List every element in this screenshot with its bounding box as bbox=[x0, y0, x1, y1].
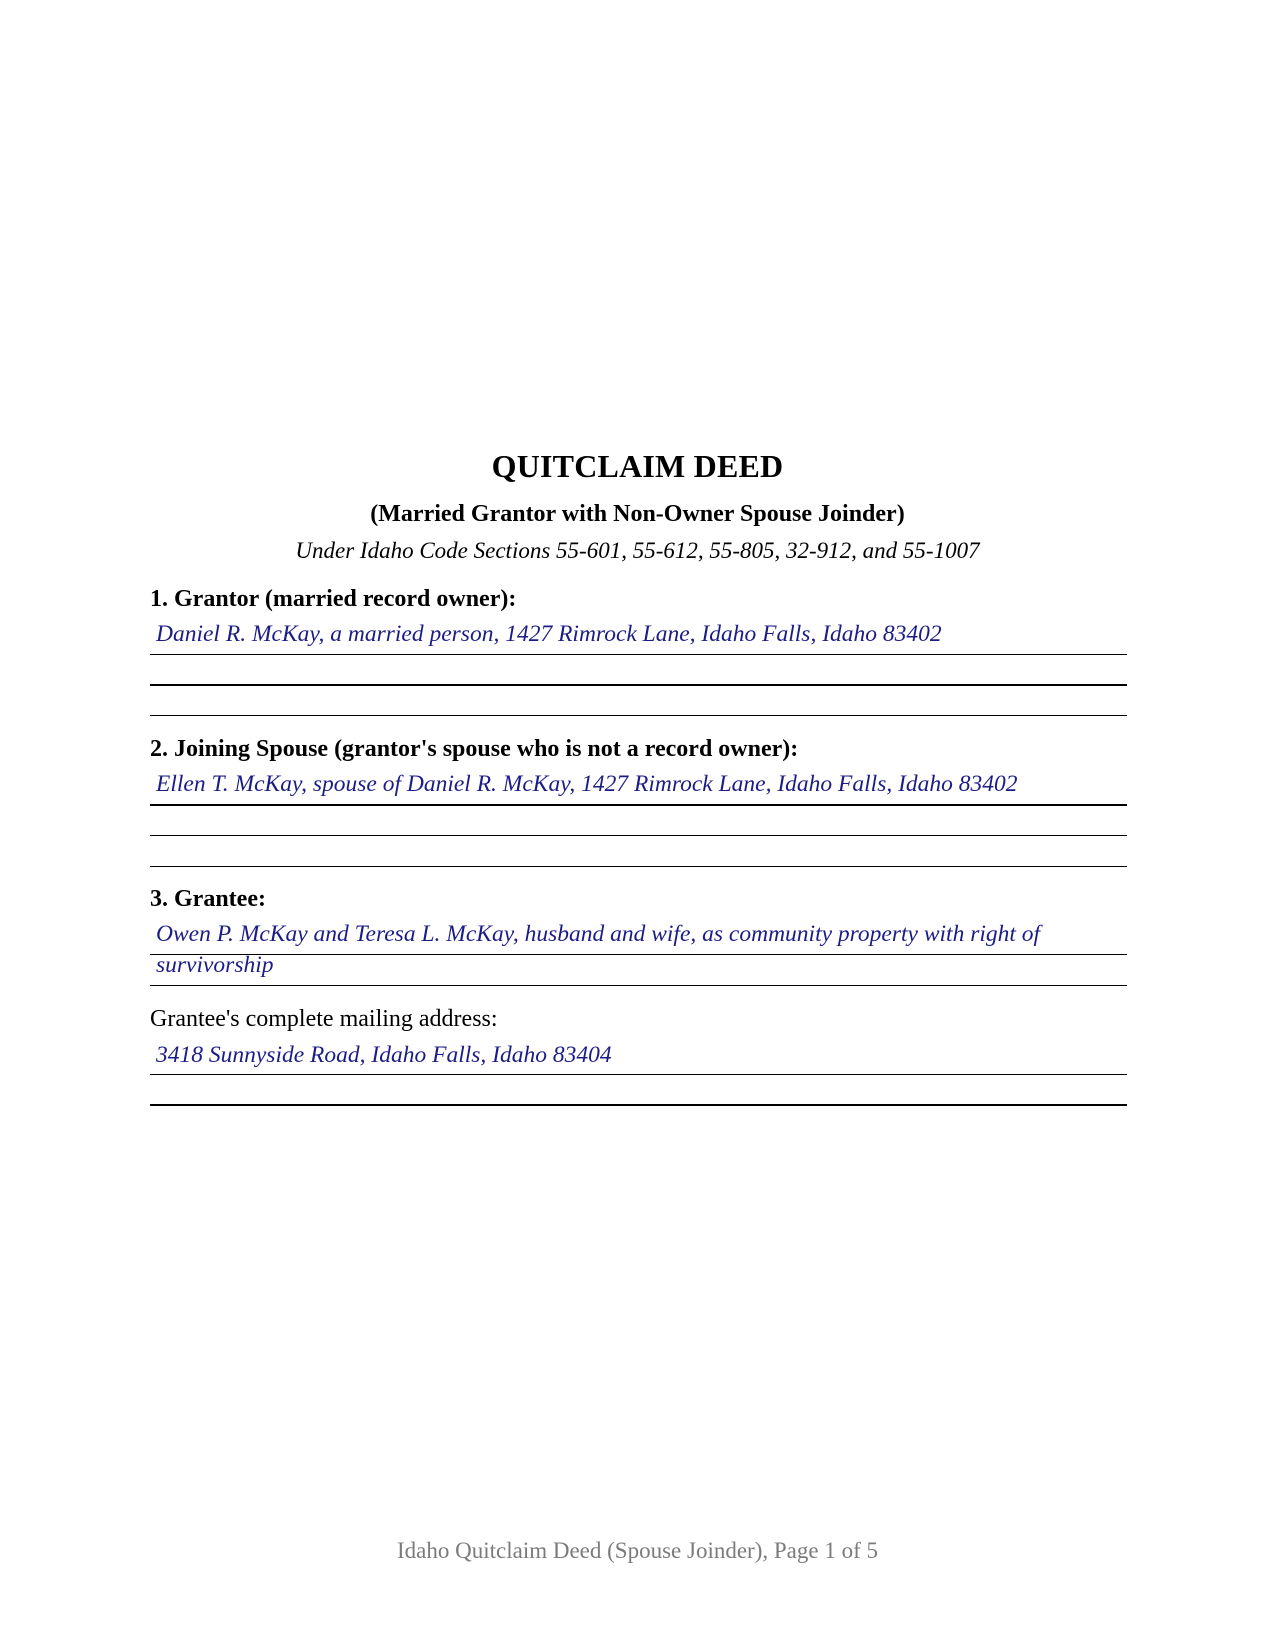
grantee-line-1 bbox=[150, 954, 1127, 955]
grantee-address-line-1 bbox=[150, 1074, 1127, 1075]
page-footer: Idaho Quitclaim Deed (Spouse Joinder), Page 1 of 5 bbox=[397, 1538, 878, 1563]
grantor-field-value: Daniel R. McKay, a married person, 1427 Rimrock Lane, Idaho Falls, Idaho 83402 bbox=[156, 621, 942, 647]
grantee-heading: 3. Grantee: bbox=[150, 886, 266, 912]
grantee-address-label: Grantee's complete mailing address: bbox=[150, 1006, 498, 1032]
grantee-field-value-line-1: Owen P. McKay and Teresa L. McKay, husband and wife, as community property with right of bbox=[156, 921, 1041, 947]
statute-reference: Under Idaho Code Sections 55-601, 55-612, 55-805, 32-912, and 55-1007 bbox=[295, 538, 980, 563]
grantee-address-line-2 bbox=[150, 1104, 1127, 1106]
document-title: QUITCLAIM DEED bbox=[491, 448, 784, 484]
grantee-field-value-line-2: survivorship bbox=[156, 952, 274, 978]
grantee-line-2 bbox=[150, 985, 1127, 986]
document-subtitle: (Married Grantor with Non-Owner Spouse Joinder) bbox=[370, 501, 905, 527]
spouse-field-value: Ellen T. McKay, spouse of Daniel R. McKay, 1427 Rimrock Lane, Idaho Falls, Idaho 83402 bbox=[156, 771, 1018, 797]
grantor-line-1 bbox=[150, 654, 1127, 655]
spouse-line-2 bbox=[150, 835, 1127, 836]
grantor-line-3 bbox=[150, 715, 1127, 716]
spouse-line-3 bbox=[150, 866, 1127, 867]
grantor-heading: 1. Grantor (married record owner): bbox=[150, 586, 517, 612]
grantee-address-value: 3418 Sunnyside Road, Idaho Falls, Idaho 83404 bbox=[156, 1042, 612, 1068]
spouse-line-1 bbox=[150, 804, 1127, 806]
grantor-line-2 bbox=[150, 684, 1127, 686]
spouse-heading: 2. Joining Spouse (grantor's spouse who is not a record owner): bbox=[150, 736, 799, 762]
